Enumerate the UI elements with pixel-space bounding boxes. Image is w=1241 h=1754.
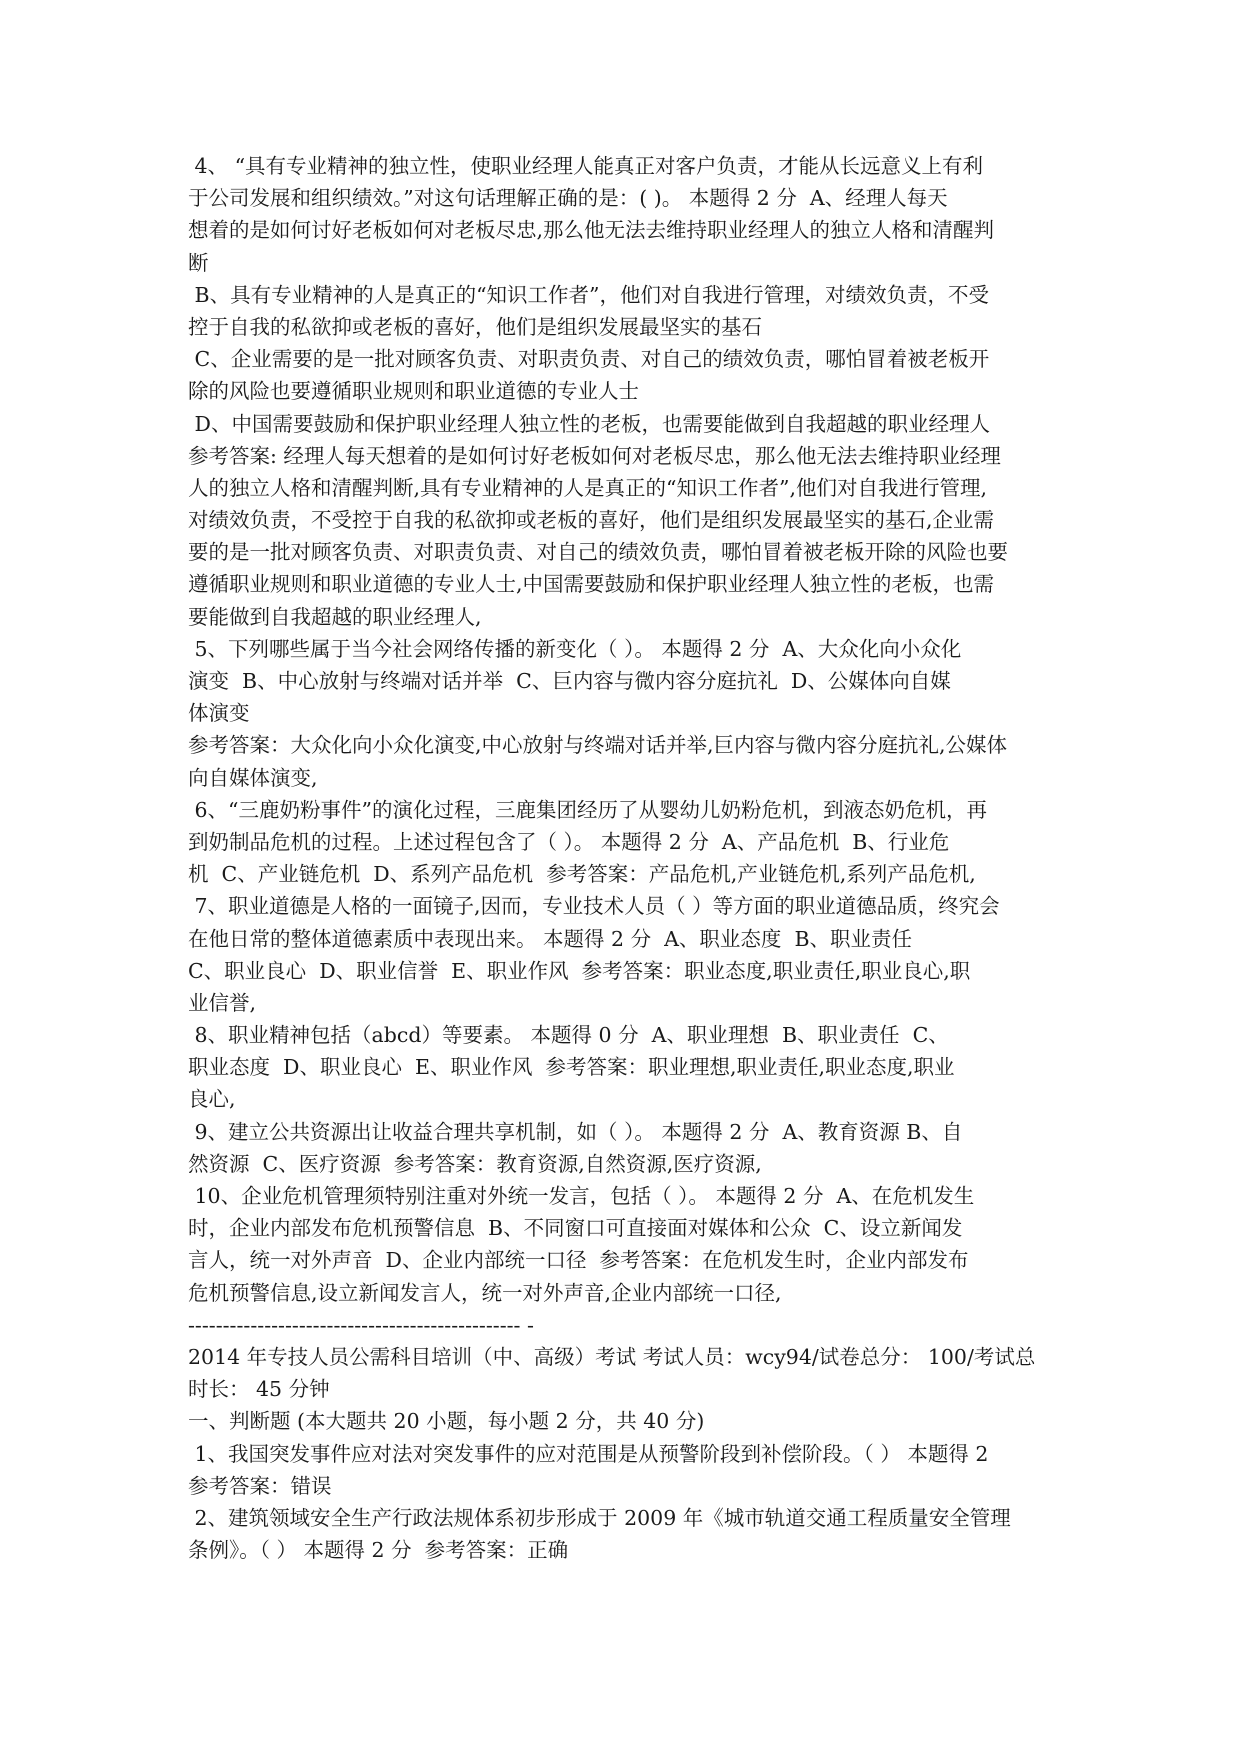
- text-line: 良心,: [188, 1087, 236, 1112]
- text-line: 2、建筑领域安全生产行政法规体系初步形成于 2009 年《城市轨道交通工程质量安全管理: [188, 1505, 1011, 1530]
- text-line: B、具有专业精神的人是真正的“知识工作者”，他们对自我进行管理，对绩效负责，不受: [188, 282, 990, 307]
- text-line: 在他日常的整体道德素质中表现出来。 本题得 2 分 A、职业态度 B、职业责任: [188, 926, 913, 951]
- text-line: 7、职业道德是人格的一面镜子,因而，专业技术人员（ ）等方面的职业道德品质，终究会: [188, 894, 1000, 919]
- text-line: 参考答案：错误: [188, 1473, 332, 1498]
- text-line: 断: [188, 250, 209, 275]
- text-line: 到奶制品危机的过程。上述过程包含了（ ）。 本题得 2 分 A、产品危机 B、行业危: [188, 829, 950, 854]
- text-line: 控于自我的私欲抑或老板的喜好，他们是组织发展最坚实的基石: [188, 314, 762, 339]
- text-line: 想着的是如何讨好老板如何对老板尽忠,那么他无法去维持职业经理人的独立人格和清醒判: [188, 218, 995, 243]
- text-line: 言人，统一对外声音 D、企业内部统一口径 参考答案：在危机发生时，企业内部发布: [188, 1248, 969, 1273]
- text-line: 遵循职业规则和职业道德的专业人士,中国需要鼓励和保护职业经理人独立性的老板，也需: [188, 572, 995, 597]
- text-line: 机 C、产业链危机 D、系列产品危机 参考答案：产品危机,产业链危机,系列产品危机,: [188, 862, 976, 887]
- text-line: 对绩效负责，不受控于自我的私欲抑或老板的喜好，他们是组织发展最坚实的基石,企业需: [188, 508, 995, 533]
- text-line: 职业态度 D、职业良心 E、职业作风 参考答案：职业理想,职业责任,职业态度,职业: [188, 1055, 955, 1080]
- text-line: 时，企业内部发布危机预警信息 B、不同窗口可直接面对媒体和公众 C、设立新闻发: [188, 1216, 963, 1241]
- text-line: 5、下列哪些属于当今社会网络传播的新变化（ ）。 本题得 2 分 A、大众化向小众化: [188, 636, 962, 661]
- text-line: D、中国需要鼓励和保护职业经理人独立性的老板，也需要能做到自我超越的职业经理人: [188, 411, 990, 436]
- text-line: 危机预警信息,设立新闻发言人，统一对外声音,企业内部统一口径,: [188, 1280, 782, 1305]
- text-line: 参考答案：大众化向小众化演变,中心放射与终端对话并举,巨内容与微内容分庭抗礼,公媒体: [188, 733, 1008, 758]
- text-line: 于公司发展和组织绩效。”对这句话理解正确的是：( )。 本题得 2 分 A、经理人每天: [188, 186, 948, 211]
- text-line: 4、 “具有专业精神的独立性，使职业经理人能真正对客户负责，才能从长远意义上有利: [188, 154, 984, 178]
- document-page: [188, 150, 1058, 1566]
- exam-header-line: 2014 年专技人员公需科目培训（中、高级）考试 考试人员：wcy94/试卷总分： 100/考试总: [188, 1344, 1036, 1369]
- text-line: 人的独立人格和清醒判断,具有专业精神的人是真正的“知识工作者”,他们对自我进行管理,: [188, 475, 988, 500]
- text-line: 1、我国突发事件应对法对突发事件的应对范围是从预警阶段到补偿阶段。（ ） 本题得 2: [188, 1441, 989, 1466]
- text-line: 然资源 C、医疗资源 参考答案：教育资源,自然资源,医疗资源,: [188, 1151, 762, 1176]
- text-line: 要的是一批对顾客负责、对职责负责、对自己的绩效负责，哪怕冒着被老板开除的风险也要: [188, 540, 1008, 565]
- text-line: 向自媒体演变,: [188, 765, 318, 790]
- text-line: 演变 B、中心放射与终端对话并举 C、巨内容与微内容分庭抗礼 D、公媒体向自媒: [188, 669, 951, 693]
- text-line: 6、“三鹿奶粉事件”的演化过程，三鹿集团经历了从婴幼儿奶粉危机，到液态奶危机，再: [188, 797, 988, 822]
- section-heading: 一、判断题 (本大题共 20 小题，每小题 2 分，共 40 分): [188, 1409, 705, 1434]
- separator-line: ------------------------------------------------ -: [188, 1312, 534, 1337]
- text-line: 条例》。（ ） 本题得 2 分 参考答案：正确: [188, 1538, 569, 1563]
- text-line: C、职业良心 D、职业信誉 E、职业作风 参考答案：职业态度,职业责任,职业良心,职: [188, 958, 971, 983]
- text-line: C、企业需要的是一批对顾客负责、对职责负责、对自己的绩效负责，哪怕冒着被老板开: [188, 347, 990, 372]
- text-line: 参考答案: 经理人每天想着的是如何讨好老板如何对老板尽忠，那么他无法去维持职业经理: [188, 443, 1001, 468]
- text-line: 要能做到自我超越的职业经理人,: [188, 604, 482, 629]
- text-line: 10、企业危机管理须特别注重对外统一发言，包括（ ）。 本题得 2 分 A、在危机发生: [188, 1184, 975, 1208]
- text-line: 8、职业精神包括（abcd）等要素。 本题得 0 分 A、职业理想 B、职业责任 C、: [188, 1023, 949, 1048]
- text-line: 除的风险也要遵循职业规则和职业道德的专业人士: [188, 379, 639, 404]
- text-line: 9、建立公共资源出让收益合理共享机制，如（ ）。 本题得 2 分 A、教育资源 B、自: [188, 1119, 963, 1144]
- text-line: 体演变: [188, 701, 250, 726]
- exam-header-line: 时长： 45 分钟: [188, 1377, 330, 1402]
- text-line: 业信誉,: [188, 990, 257, 1015]
